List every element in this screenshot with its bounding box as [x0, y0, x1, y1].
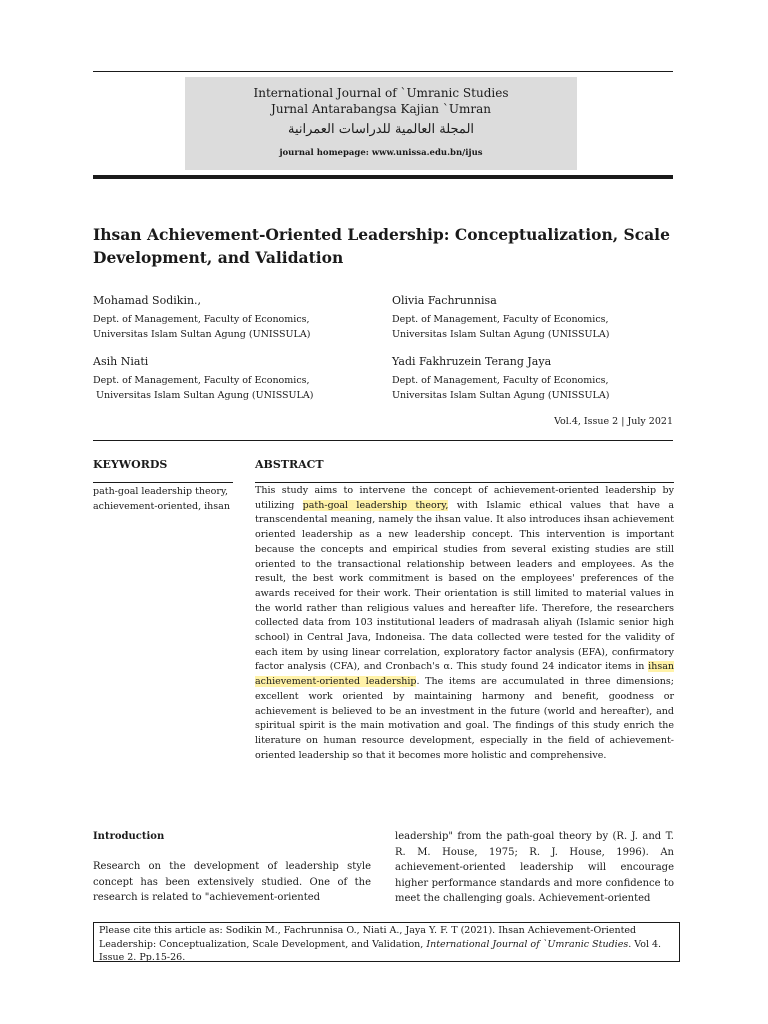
author-affiliation: Dept. of Management, Faculty of Economics, — [392, 375, 609, 386]
introduction-left-column: Research on the development of leadership style concept has been extensively studied. One of the research is related to "achievement-oriented — [93, 861, 371, 903]
volume-info: Vol.4, Issue 2 | July 2021 — [554, 416, 673, 427]
journal-name-ms: Jurnal Antarabangsa Kajian `Umran — [271, 102, 491, 116]
introduction-heading: Introduction — [93, 831, 165, 842]
keywords-heading: KEYWORDS — [93, 458, 168, 471]
highlighted-phrase: path-goal leadership theory, — [302, 499, 449, 511]
author-affiliation: Dept. of Management, Faculty of Economics, — [392, 314, 609, 325]
author-block-3 — [93, 355, 373, 403]
journal-name-ar: المجلة العالمية للدراسات العمرانية — [287, 122, 475, 137]
abstract-body — [255, 484, 674, 763]
citation-box — [93, 922, 680, 962]
article-title: Ihsan Achievement-Oriented Leadership: Conceptualization, Scale Development, and Validation — [93, 225, 670, 267]
abstract-text: . The items are accumulated in three dimensions; excellent work oriented by maintaining harmony and benefit, goodness or achievement is believed to be an investment in the future (world and hereafter), and spiritual spirit is the main motivation and goal. The findings of this study enrich the literature on human resource development, especially in the field of achievement-oriented leadership so that it becomes more holistic and comprehensive. — [255, 676, 674, 761]
keywords-text: path-goal leadership theory, achievement-oriented, ihsan — [93, 486, 230, 512]
author-affiliation: Universitas Islam Sultan Agung (UNISSULA) — [93, 329, 311, 340]
author-name: Yadi Fakhruzein Terang Jaya — [392, 355, 552, 368]
citation-journal: International Journal of `Umranic Studies — [426, 938, 629, 950]
author-name: Asih Niati — [93, 355, 149, 368]
journal-homepage: journal homepage: www.unissa.edu.bn/ijus — [279, 148, 483, 158]
author-affiliation: Dept. of Management, Faculty of Economics, — [93, 314, 310, 325]
author-name: Olivia Fachrunnisa — [392, 294, 497, 307]
author-affiliation: Universitas Islam Sultan Agung (UNISSULA) — [392, 390, 610, 401]
journal-name-en: International Journal of `Umranic Studies — [253, 86, 509, 100]
journal-header — [185, 77, 577, 170]
abstract-text: with Islamic ethical values that have a transcendental meaning, namely the ihsan value. It also introduces ihsan achievement oriented leadership as a new leadership concept. This intervention is important because the concepts and empirical studies from several existing studies are still oriented to the transactional relationship between leaders and employees. As the result, the best work commitment is based on the employees' preferences of the awards received for their work. Their orientation is still limited to material values in the world rather than religious values and hereafter life. Therefore, the researchers collected data from 103 institutional leaders of madrasah aliyah (Islamic senior high school) in Central Java, Indoneisa. The data collected were tested for the validity of each item by using linear correlation, exploratory factor analysis (EFA), confirmatory factor analysis (CFA), and Cronbach's α. This study found 24 indicator items in — [255, 499, 674, 673]
author-affiliation: Universitas Islam Sultan Agung (UNISSULA) — [392, 329, 610, 340]
top-rule — [93, 71, 673, 72]
author-affiliation: Dept. of Management, Faculty of Economics, — [93, 375, 310, 386]
citation-text: . Vol 4. Issue 2. Pp.15-26. — [99, 938, 662, 963]
introduction-right-column: leadership" from the path-goal theory by (R. J. and T. R. M. House, 1975; R. J. House, 1996). An achievement-oriented leadership will encourage higher performance standards and more confidence to meet the challenging goals. Achievement-oriented — [395, 831, 674, 904]
abstract-rule — [255, 482, 674, 483]
header-thick-rule — [93, 175, 673, 179]
author-block-4 — [392, 355, 672, 403]
section-rule — [93, 440, 673, 441]
highlighted-phrase: ihsan achievement-oriented leadership — [255, 661, 674, 688]
abstract-heading: ABSTRACT — [255, 458, 324, 471]
author-name: Mohamad Sodikin., — [93, 294, 202, 307]
keywords-rule — [93, 482, 233, 483]
author-block-1 — [93, 294, 373, 342]
author-affiliation: Universitas Islam Sultan Agung (UNISSULA) — [93, 390, 314, 401]
citation-text: Please cite this article as: Sodikin M., Fachrunnisa O., Niati A., Jaya Y. F. T (2021). Ihsan Achievement-Oriented Leadership: Conceptualization, Scale Development, and Validation, — [99, 925, 637, 950]
author-block-2 — [392, 294, 672, 342]
abstract-text: This study aims to intervene the concept of achievement-oriented leadership by utilizing — [255, 485, 674, 511]
